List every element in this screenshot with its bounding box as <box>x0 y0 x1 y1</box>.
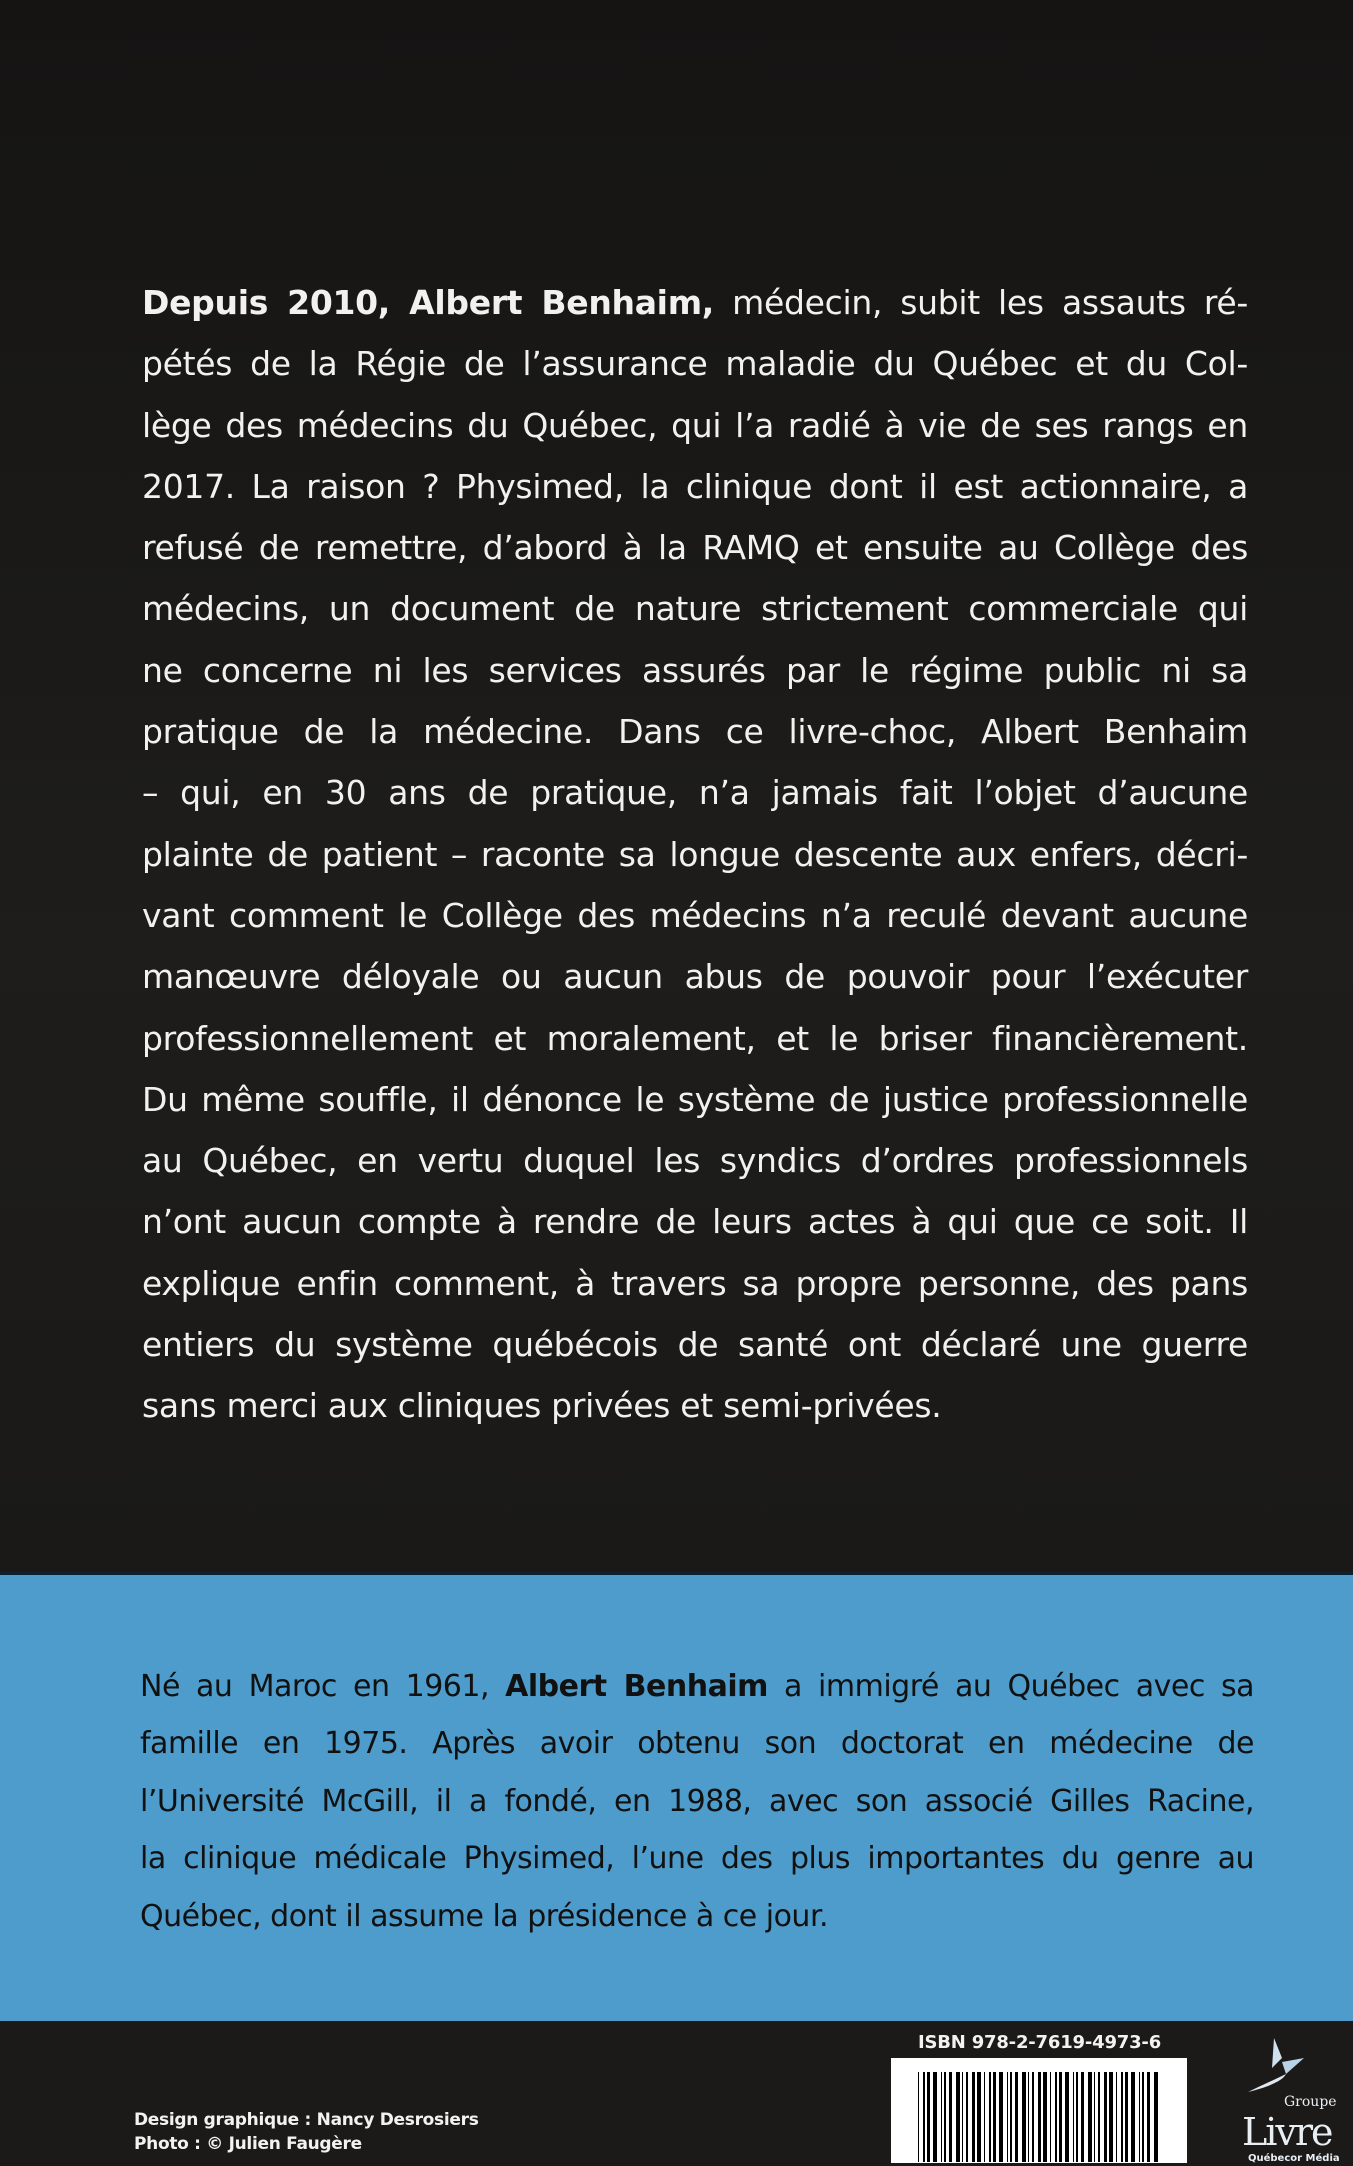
barcode-bar <box>1065 2072 1069 2162</box>
blurb-line: médecins, un document de nature strictement commerciale qui <box>142 589 1248 629</box>
barcode-bar <box>1032 2072 1034 2162</box>
bio-line: famille en 1975. Après avoir obtenu son doctorat en médecine de <box>140 1726 1254 1762</box>
bio-text: a immigré au Québec avec sa <box>767 1669 1254 1704</box>
barcode-bar <box>1147 2072 1150 2162</box>
barcode-bar <box>918 2072 919 2162</box>
barcode-bar <box>1131 2072 1135 2162</box>
logo-subtitle: Québecor Média <box>1248 2153 1340 2164</box>
barcode-bar <box>956 2072 960 2162</box>
author-name: Albert Benhaim <box>505 1669 768 1704</box>
barcode-bar <box>1059 2072 1062 2162</box>
blurb-line: explique enfin comment, à travers sa propre personne, des pans <box>142 1263 1248 1303</box>
blurb-text: médecin, subit les assauts ré- <box>714 283 1248 322</box>
barcode-bar <box>933 2072 937 2162</box>
barcode-bar <box>1088 2072 1092 2162</box>
barcode-bar <box>966 2072 968 2162</box>
barcode-bar <box>1028 2072 1029 2162</box>
logo-groupe: Groupe <box>1284 2094 1337 2110</box>
bio-text: Né au Maroc en 1961, <box>140 1669 506 1704</box>
barcode-bar <box>1073 2072 1074 2162</box>
blurb-line: pétés de la Régie de l’assurance maladie du Québec et du Col- <box>142 344 1248 384</box>
barcode-bar <box>962 2072 963 2162</box>
barcode-bar <box>1142 2072 1144 2162</box>
leaf-icon <box>1244 2036 1314 2092</box>
blurb-line: entiers du système québécois de santé ont déclaré une guerre <box>142 1325 1248 1365</box>
barcode-bar <box>1022 2072 1026 2162</box>
blurb-line: refusé de remettre, d’abord à la RAMQ et ensuite au Collège des <box>142 528 1248 568</box>
barcode-bar <box>1116 2072 1117 2162</box>
blurb-line: n’ont aucun compte à rendre de leurs actes à qui que ce soit. Il <box>142 1202 1248 1242</box>
barcode-bar <box>989 2072 991 2162</box>
barcode-bar <box>1076 2072 1078 2162</box>
blurb-lead: Depuis 2010, Albert Benhaim, <box>142 283 715 322</box>
blurb-line: Du même souffle, il dénonce le système de justice professionnelle <box>142 1079 1248 1119</box>
barcode-bar <box>1055 2072 1057 2162</box>
bio-line: l’Université McGill, il a fondé, en 1988, avec son associé Gilles Racine, <box>140 1783 1254 1819</box>
blurb-line: professionnellement et moralement, et le briser financièrement. <box>142 1018 1248 1058</box>
blurb-line: plainte de patient – raconte sa longue descente aux enfers, décri- <box>142 834 1248 874</box>
barcode-bar <box>1007 2072 1008 2162</box>
barcode-bar <box>977 2072 981 2162</box>
barcode-bar <box>1125 2072 1128 2162</box>
blurb-line: – qui, en 30 ans de pratique, n’a jamais fait l’objet d’aucune <box>142 773 1248 813</box>
barcode-bar <box>923 2072 925 2162</box>
barcode-bar <box>1081 2072 1084 2162</box>
barcode-bar <box>1109 2072 1113 2162</box>
barcode-bar <box>984 2072 985 2162</box>
barcode-bar <box>1050 2072 1051 2162</box>
blurb-line: ne concerne ni les services assurés par le régime public ni sa <box>142 650 1248 690</box>
author-bio <box>140 1658 1254 1945</box>
blurb-line: manœuvre déloyale ou aucun abus de pouvoir pour l’exécuter <box>142 957 1248 997</box>
barcode-bar <box>1154 2072 1158 2162</box>
barcode-bar <box>999 2072 1003 2162</box>
logo-livre: Livre <box>1242 2110 1332 2154</box>
barcode-bar <box>1043 2072 1047 2162</box>
barcode-bar <box>1010 2072 1012 2162</box>
blurb-line: vant comment le Collège des médecins n’a reculé devant aucune <box>142 895 1248 935</box>
barcode-bar <box>1121 2072 1123 2162</box>
blurb-line <box>142 272 1248 333</box>
barcode-bar <box>949 2072 952 2162</box>
blurb-line: 2017. La raison ? Physimed, la clinique dont il est actionnaire, a <box>142 466 1248 506</box>
barcode-bar <box>972 2072 975 2162</box>
bio-line: la clinique médicale Physimed, l’une des plus importantes du genre au <box>140 1841 1254 1877</box>
publisher-logo <box>1228 2036 1348 2166</box>
barcode-bar <box>944 2072 946 2162</box>
barcode-bar <box>993 2072 996 2162</box>
design-credit: Design graphique : Nancy Desrosiers <box>134 2110 479 2130</box>
barcode-bars <box>914 2072 1164 2162</box>
blurb-line: pratique de la médecine. Dans ce livre-choc, Albert Benhaim <box>142 712 1248 752</box>
blurb-line: lège des médecins du Québec, qui l’a radié à vie de ses rangs en <box>142 405 1248 445</box>
isbn: ISBN 978-2-7619-4973-6 <box>918 2032 1162 2053</box>
blurb-line: au Québec, en vertu duquel les syndics d’ordres professionnels <box>142 1141 1248 1181</box>
barcode-bar <box>1038 2072 1041 2162</box>
barcode-bar <box>941 2072 942 2162</box>
credits <box>134 2108 479 2156</box>
barcode-bar <box>1139 2072 1140 2162</box>
blurb-line: sans merci aux cliniques privées et semi-privées. <box>142 1386 942 1426</box>
photo-credit: Photo : © Julien Faugère <box>134 2134 362 2154</box>
barcode-bar <box>1098 2072 1100 2162</box>
barcode-bar <box>1094 2072 1095 2162</box>
back-cover-blurb <box>142 272 1248 1437</box>
bio-line: Québec, dont il assume la présidence à ce jour. <box>140 1898 829 1934</box>
barcode-bar <box>1015 2072 1018 2162</box>
barcode-bar <box>1104 2072 1107 2162</box>
bio-line <box>140 1658 1254 1715</box>
barcode <box>891 2058 1187 2163</box>
barcode-bar <box>927 2072 930 2162</box>
